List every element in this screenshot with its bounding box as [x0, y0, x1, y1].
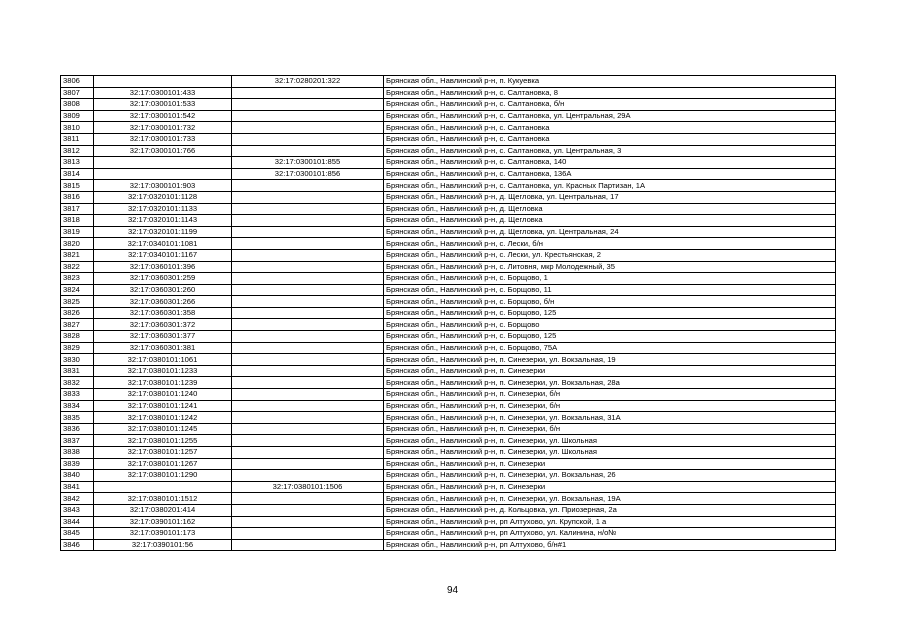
table-row	[61, 180, 836, 192]
address-cell: Брянская обл., Навлинский р-н, п. Синезерки, ул. Вокзальная, 31А	[384, 412, 836, 424]
cadastral-number-alt-cell	[232, 516, 384, 528]
cadastral-number-cell: 32:17:0380101:1245	[94, 423, 232, 435]
table-row	[61, 539, 836, 551]
cadastral-number-cell: 32:17:0360301:377	[94, 331, 232, 343]
cadastral-number-cell: 32:17:0320101:1128	[94, 191, 232, 203]
table-row	[61, 296, 836, 308]
table-row	[61, 238, 836, 250]
address-cell: Брянская обл., Навлинский р-н, с. Салтановка, ул. Центральная, 29А	[384, 110, 836, 122]
address-cell: Брянская обл., Навлинский р-н, с. Салтановка	[384, 122, 836, 134]
cadastral-number-cell: 32:17:0320101:1143	[94, 215, 232, 227]
cadastral-number-cell: 32:17:0320101:1133	[94, 203, 232, 215]
table-row	[61, 168, 836, 180]
address-cell: Брянская обл., Навлинский р-н, д. Щегловка	[384, 215, 836, 227]
table-row	[61, 342, 836, 354]
address-cell: Брянская обл., Навлинский р-н, с. Салтановка, ул. Красных Партизан, 1А	[384, 180, 836, 192]
table-row	[61, 122, 836, 134]
table-row	[61, 516, 836, 528]
row-number-cell: 3807	[61, 87, 94, 99]
table-row	[61, 400, 836, 412]
row-number-cell: 3844	[61, 516, 94, 528]
cadastral-number-cell	[94, 481, 232, 493]
table-row	[61, 307, 836, 319]
address-cell: Брянская обл., Навлинский р-н, рп Алтухово, б/н#1	[384, 539, 836, 551]
cadastral-number-cell: 32:17:0390101:56	[94, 539, 232, 551]
cadastral-number-cell: 32:17:0360101:396	[94, 261, 232, 273]
address-cell: Брянская обл., Навлинский р-н, п. Синезерки, ул. Школьная	[384, 447, 836, 459]
address-cell: Брянская обл., Навлинский р-н, п. Синезерки, б/н	[384, 400, 836, 412]
cadastral-number-alt-cell	[232, 307, 384, 319]
cadastral-number-alt-cell	[232, 412, 384, 424]
address-cell: Брянская обл., Навлинский р-н, рп Алтухово, ул. Крупской, 1 а	[384, 516, 836, 528]
cadastral-number-cell: 32:17:0300101:733	[94, 133, 232, 145]
address-cell: Брянская обл., Навлинский р-н, д. Щегловка, ул. Центральная, 17	[384, 191, 836, 203]
row-number-cell: 3819	[61, 226, 94, 238]
address-cell: Брянская обл., Навлинский р-н, с. Лески, б/н	[384, 238, 836, 250]
row-number-cell: 3822	[61, 261, 94, 273]
row-number-cell: 3820	[61, 238, 94, 250]
cadastral-number-cell: 32:17:0300101:542	[94, 110, 232, 122]
cadastral-number-cell: 32:17:0300101:732	[94, 122, 232, 134]
cadastral-number-cell	[94, 76, 232, 88]
cadastral-number-alt-cell	[232, 87, 384, 99]
cadastral-number-alt-cell: 32:17:0300101:855	[232, 157, 384, 169]
address-cell: Брянская обл., Навлинский р-н, д. Щегловка, ул. Центральная, 24	[384, 226, 836, 238]
address-cell: Брянская обл., Навлинский р-н, с. Салтановка, б/н	[384, 99, 836, 111]
table-row	[61, 215, 836, 227]
cadastral-number-alt-cell	[232, 365, 384, 377]
cadastral-number-alt-cell	[232, 539, 384, 551]
address-cell: Брянская обл., Навлинский р-н, п. Синезерки, ул. Вокзальная, 19	[384, 354, 836, 366]
row-number-cell: 3809	[61, 110, 94, 122]
address-cell: Брянская обл., Навлинский р-н, с. Борщово, 1	[384, 273, 836, 285]
cadastral-number-cell: 32:17:0300101:903	[94, 180, 232, 192]
cadastral-number-cell: 32:17:0360301:260	[94, 284, 232, 296]
cadastral-number-alt-cell	[232, 273, 384, 285]
address-cell: Брянская обл., Навлинский р-н, с. Борщово, б/н	[384, 296, 836, 308]
cadastral-number-alt-cell	[232, 145, 384, 157]
cadastral-number-alt-cell	[232, 400, 384, 412]
address-cell: Брянская обл., Навлинский р-н, п. Синезерки, ул. Вокзальная, 26	[384, 470, 836, 482]
cadastral-number-cell: 32:17:0360301:259	[94, 273, 232, 285]
row-number-cell: 3833	[61, 389, 94, 401]
row-number-cell: 3826	[61, 307, 94, 319]
row-number-cell: 3823	[61, 273, 94, 285]
row-number-cell: 3830	[61, 354, 94, 366]
cadastral-number-cell: 32:17:0380101:1257	[94, 447, 232, 459]
address-cell: Брянская обл., Навлинский р-н, п. Синезерки	[384, 365, 836, 377]
cadastral-number-alt-cell	[232, 296, 384, 308]
table-row	[61, 249, 836, 261]
cadastral-number-cell: 32:17:0380101:1061	[94, 354, 232, 366]
table-row	[61, 470, 836, 482]
cadastral-number-cell: 32:17:0390101:162	[94, 516, 232, 528]
row-number-cell: 3845	[61, 528, 94, 540]
cadastral-number-alt-cell	[232, 226, 384, 238]
table-row	[61, 365, 836, 377]
cadastral-number-alt-cell	[232, 122, 384, 134]
registry-table	[60, 75, 836, 551]
cadastral-number-alt-cell	[232, 470, 384, 482]
table-row	[61, 528, 836, 540]
cadastral-number-alt-cell	[232, 238, 384, 250]
row-number-cell: 3837	[61, 435, 94, 447]
cadastral-number-cell: 32:17:0360301:381	[94, 342, 232, 354]
cadastral-number-alt-cell	[232, 504, 384, 516]
row-number-cell: 3811	[61, 133, 94, 145]
row-number-cell: 3846	[61, 539, 94, 551]
row-number-cell: 3829	[61, 342, 94, 354]
address-cell: Брянская обл., Навлинский р-н, с. Борщово, 125	[384, 331, 836, 343]
cadastral-number-alt-cell	[232, 528, 384, 540]
cadastral-number-alt-cell	[232, 447, 384, 459]
cadastral-number-alt-cell	[232, 249, 384, 261]
cadastral-number-cell: 32:17:0340101:1167	[94, 249, 232, 261]
row-number-cell: 3835	[61, 412, 94, 424]
row-number-cell: 3813	[61, 157, 94, 169]
cadastral-number-cell: 32:17:0380101:1290	[94, 470, 232, 482]
table-row	[61, 284, 836, 296]
row-number-cell: 3834	[61, 400, 94, 412]
address-cell: Брянская обл., Навлинский р-н, п. Кукуевка	[384, 76, 836, 88]
address-cell: Брянская обл., Навлинский р-н, с. Борщово	[384, 319, 836, 331]
table-row	[61, 157, 836, 169]
row-number-cell: 3840	[61, 470, 94, 482]
row-number-cell: 3810	[61, 122, 94, 134]
cadastral-number-alt-cell	[232, 99, 384, 111]
table-row	[61, 110, 836, 122]
cadastral-number-cell: 32:17:0380201:414	[94, 504, 232, 516]
row-number-cell: 3841	[61, 481, 94, 493]
cadastral-number-cell	[94, 168, 232, 180]
table-row	[61, 435, 836, 447]
row-number-cell: 3842	[61, 493, 94, 505]
row-number-cell: 3843	[61, 504, 94, 516]
address-cell: Брянская обл., Навлинский р-н, п. Синезерки	[384, 458, 836, 470]
address-cell: Брянская обл., Навлинский р-н, д. Кольцовка, ул. Приозерная, 2а	[384, 504, 836, 516]
table-row	[61, 377, 836, 389]
address-cell: Брянская обл., Навлинский р-н, п. Синезерки, ул. Школьная	[384, 435, 836, 447]
cadastral-number-alt-cell	[232, 342, 384, 354]
row-number-cell: 3806	[61, 76, 94, 88]
address-cell: Брянская обл., Навлинский р-н, п. Синезерки, б/н	[384, 423, 836, 435]
cadastral-number-alt-cell	[232, 191, 384, 203]
row-number-cell: 3814	[61, 168, 94, 180]
row-number-cell: 3818	[61, 215, 94, 227]
table-row	[61, 423, 836, 435]
address-cell: Брянская обл., Навлинский р-н, с. Салтановка, 136А	[384, 168, 836, 180]
address-cell: Брянская обл., Навлинский р-н, с. Салтановка, ул. Центральная, 3	[384, 145, 836, 157]
table-row	[61, 354, 836, 366]
cadastral-number-cell: 32:17:0380101:1240	[94, 389, 232, 401]
registry-table-body	[61, 76, 836, 551]
cadastral-number-alt-cell	[232, 389, 384, 401]
row-number-cell: 3831	[61, 365, 94, 377]
cadastral-number-cell: 32:17:0380101:1239	[94, 377, 232, 389]
address-cell: Брянская обл., Навлинский р-н, с. Литовня, мкр Молодежный, 35	[384, 261, 836, 273]
table-row	[61, 203, 836, 215]
cadastral-number-alt-cell	[232, 493, 384, 505]
row-number-cell: 3824	[61, 284, 94, 296]
address-cell: Брянская обл., Навлинский р-н, с. Салтановка	[384, 133, 836, 145]
address-cell: Брянская обл., Навлинский р-н, п. Синезерки, ул. Вокзальная, 19А	[384, 493, 836, 505]
cadastral-number-alt-cell	[232, 377, 384, 389]
table-row	[61, 133, 836, 145]
cadastral-number-cell: 32:17:0300101:766	[94, 145, 232, 157]
address-cell: Брянская обл., Навлинский р-н, с. Борщово, 125	[384, 307, 836, 319]
address-cell: Брянская обл., Навлинский р-н, с. Салтановка, 140	[384, 157, 836, 169]
cadastral-number-alt-cell	[232, 423, 384, 435]
cadastral-number-alt-cell	[232, 458, 384, 470]
table-row	[61, 261, 836, 273]
cadastral-number-alt-cell	[232, 261, 384, 273]
cadastral-number-alt-cell	[232, 133, 384, 145]
table-row	[61, 389, 836, 401]
table-row	[61, 226, 836, 238]
address-cell: Брянская обл., Навлинский р-н, рп Алтухово, ул. Калинина, н/о№	[384, 528, 836, 540]
cadastral-number-cell: 32:17:0340101:1081	[94, 238, 232, 250]
cadastral-number-alt-cell	[232, 215, 384, 227]
address-cell: Брянская обл., Навлинский р-н, с. Борщово, 75А	[384, 342, 836, 354]
table-row	[61, 412, 836, 424]
cadastral-number-cell: 32:17:0360301:266	[94, 296, 232, 308]
cadastral-number-alt-cell	[232, 110, 384, 122]
cadastral-number-cell: 32:17:0380101:1242	[94, 412, 232, 424]
address-cell: Брянская обл., Навлинский р-н, п. Синезерки	[384, 481, 836, 493]
table-row	[61, 99, 836, 111]
address-cell: Брянская обл., Навлинский р-н, д. Щегловка	[384, 203, 836, 215]
table-row	[61, 493, 836, 505]
address-cell: Брянская обл., Навлинский р-н, п. Синезерки, ул. Вокзальная, 28а	[384, 377, 836, 389]
cadastral-number-alt-cell	[232, 435, 384, 447]
cadastral-number-cell: 32:17:0380101:1233	[94, 365, 232, 377]
row-number-cell: 3808	[61, 99, 94, 111]
cadastral-number-alt-cell: 32:17:0300101:856	[232, 168, 384, 180]
table-row	[61, 145, 836, 157]
cadastral-number-cell: 32:17:0300101:533	[94, 99, 232, 111]
row-number-cell: 3827	[61, 319, 94, 331]
row-number-cell: 3815	[61, 180, 94, 192]
row-number-cell: 3832	[61, 377, 94, 389]
cadastral-number-cell: 32:17:0380101:1512	[94, 493, 232, 505]
cadastral-number-alt-cell	[232, 284, 384, 296]
cadastral-number-cell: 32:17:0380101:1255	[94, 435, 232, 447]
table-row	[61, 504, 836, 516]
cadastral-number-cell: 32:17:0360301:358	[94, 307, 232, 319]
table-row	[61, 191, 836, 203]
table-row	[61, 319, 836, 331]
row-number-cell: 3839	[61, 458, 94, 470]
cadastral-number-alt-cell	[232, 203, 384, 215]
row-number-cell: 3838	[61, 447, 94, 459]
address-cell: Брянская обл., Навлинский р-н, с. Лески, ул. Крестьянская, 2	[384, 249, 836, 261]
table-row	[61, 331, 836, 343]
table-row	[61, 447, 836, 459]
address-cell: Брянская обл., Навлинский р-н, с. Борщово, 11	[384, 284, 836, 296]
table-row	[61, 481, 836, 493]
table-row	[61, 458, 836, 470]
table-row	[61, 87, 836, 99]
table-row	[61, 76, 836, 88]
row-number-cell: 3816	[61, 191, 94, 203]
row-number-cell: 3821	[61, 249, 94, 261]
cadastral-number-alt-cell: 32:17:0280201:322	[232, 76, 384, 88]
cadastral-number-cell: 32:17:0390101:173	[94, 528, 232, 540]
address-cell: Брянская обл., Навлинский р-н, п. Синезерки, б/н	[384, 389, 836, 401]
cadastral-number-cell: 32:17:0380101:1267	[94, 458, 232, 470]
row-number-cell: 3836	[61, 423, 94, 435]
table-row	[61, 273, 836, 285]
cadastral-number-cell: 32:17:0380101:1241	[94, 400, 232, 412]
cadastral-number-alt-cell	[232, 331, 384, 343]
cadastral-number-cell: 32:17:0320101:1199	[94, 226, 232, 238]
cadastral-number-alt-cell	[232, 319, 384, 331]
address-cell: Брянская обл., Навлинский р-н, с. Салтановка, 8	[384, 87, 836, 99]
cadastral-number-alt-cell	[232, 354, 384, 366]
row-number-cell: 3817	[61, 203, 94, 215]
row-number-cell: 3812	[61, 145, 94, 157]
cadastral-number-cell: 32:17:0360301:372	[94, 319, 232, 331]
cadastral-number-alt-cell: 32:17:0380101:1506	[232, 481, 384, 493]
cadastral-number-cell: 32:17:0300101:433	[94, 87, 232, 99]
row-number-cell: 3825	[61, 296, 94, 308]
cadastral-number-cell	[94, 157, 232, 169]
cadastral-number-alt-cell	[232, 180, 384, 192]
page-number: 94	[446, 585, 459, 596]
row-number-cell: 3828	[61, 331, 94, 343]
